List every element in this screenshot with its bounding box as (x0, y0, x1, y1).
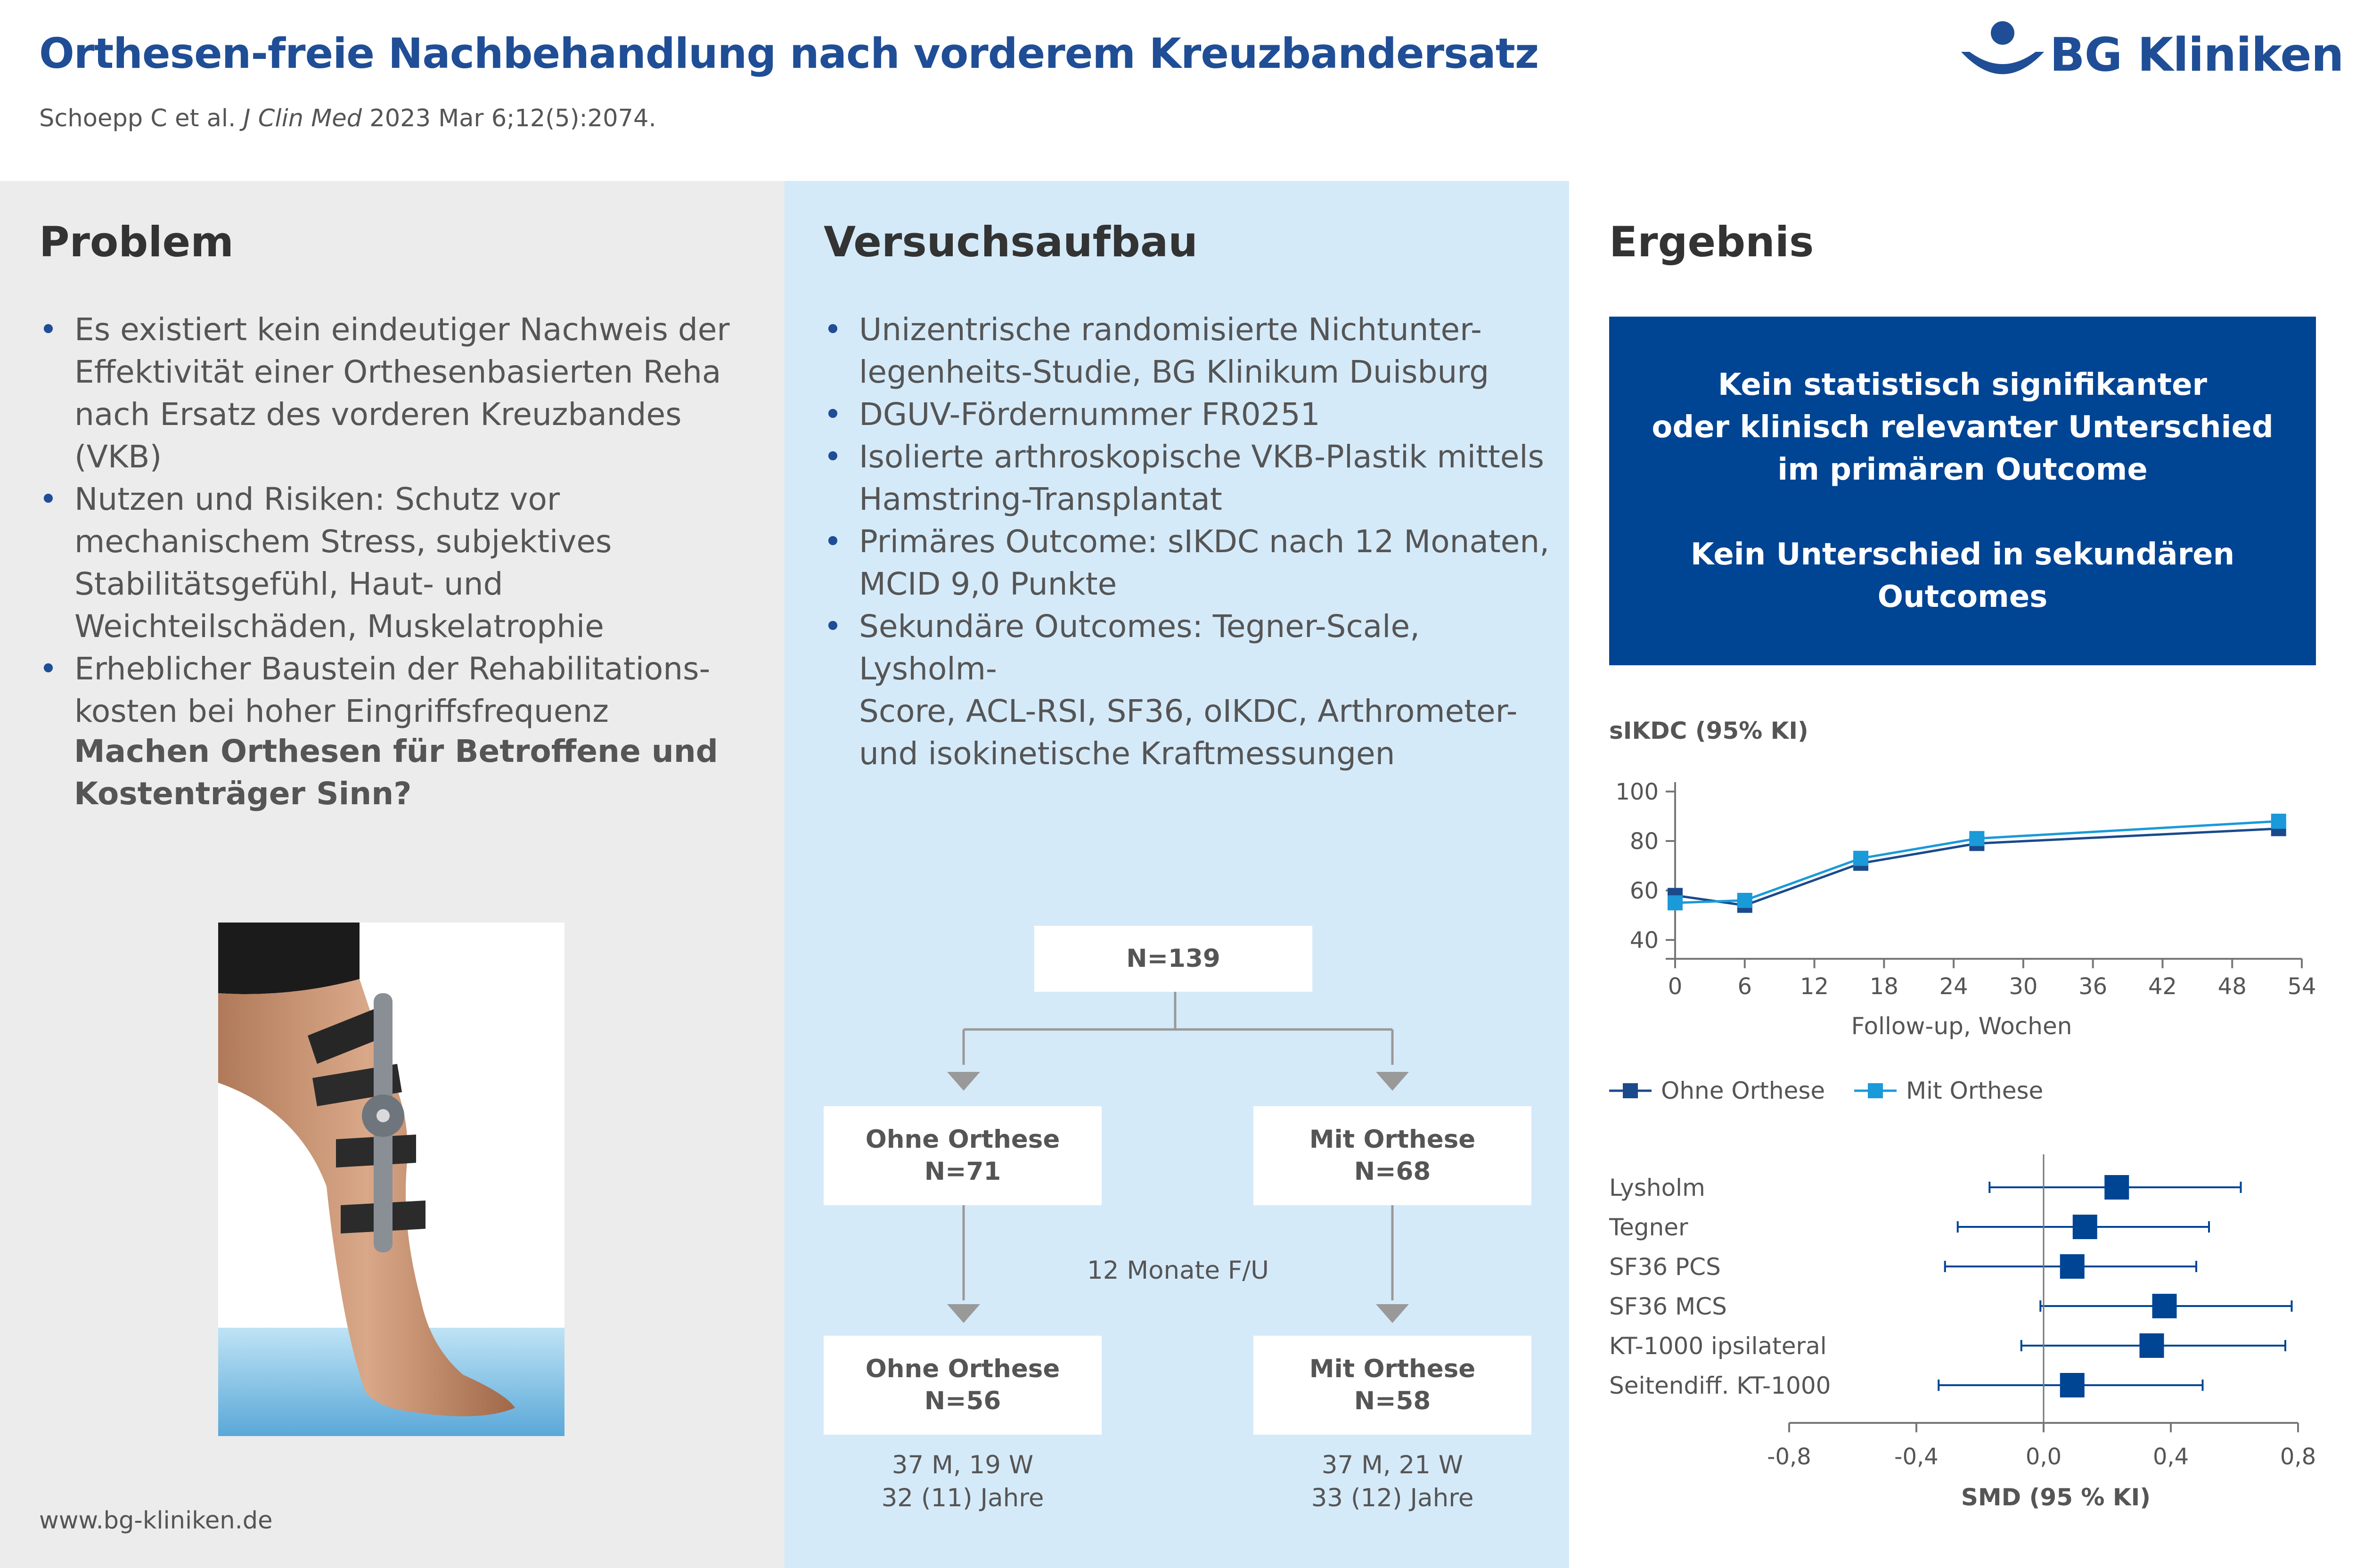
problem-bullet-list (39, 309, 774, 733)
flow-total-box: N=139 (1034, 926, 1312, 992)
forest-plot-xlabel: SMD (95 % KI) (1961, 1484, 2151, 1511)
flow-right-randomized-box: Mit Orthese N=68 (1253, 1106, 1531, 1205)
x-tick-label: -0,8 (1767, 1444, 1811, 1470)
problem-heading: Problem (39, 218, 234, 266)
setup-bullet: • Primäres Outcome: sIKDC nach 12 Monaten, MCID 9,0 Punkte (824, 521, 1559, 605)
setup-heading: Versuchsaufbau (824, 218, 1198, 266)
logo-arc-icon (1961, 52, 2044, 74)
setup-bullet: • Sekundäre Outcomes: Tegner-Scale, Lysholm- Score, ACL-RSI, SF36, oIKDC, Arthrometer- und isokinetische Kraftmessungen (824, 605, 1559, 775)
series-point (1668, 895, 1683, 910)
forest-plot-axis (1767, 1154, 2316, 1470)
setup-bullet: • DGUV-Fördernummer FR0251 (824, 393, 1559, 436)
website-link[interactable]: www.bg-kliniken.de (39, 1507, 273, 1535)
point-estimate (2152, 1294, 2177, 1318)
result-primary-text: Kein statistisch signifikanter oder klinisch relevanter Unterschied im primären Outcome (1652, 368, 2274, 487)
result-secondary-text: Kein Unterschied in sekundären Outcomes (1690, 537, 2235, 614)
point-estimate (2140, 1333, 2164, 1358)
forest-row-label: Tegner (1609, 1214, 1688, 1241)
legend-label: Mit Orthese (1906, 1077, 2044, 1104)
citation (39, 105, 656, 132)
citation-details: 2023 Mar 6;12(5):2074. (369, 105, 656, 132)
forest-row-label: Seitendiff. KT-1000 (1609, 1372, 1831, 1399)
flow-left-demographics: 37 M, 19 W 32 (11) Jahre (881, 1451, 1044, 1512)
black-shorts (218, 923, 360, 994)
logo-dot-icon (1991, 21, 2014, 45)
line-chart-series (1668, 814, 2286, 913)
arrow-down-icon (1376, 1304, 1409, 1323)
x-tick-label: 12 (1800, 973, 1829, 1000)
problem-bullet: • Erheblicher Baustein der Rehabilitations- kosten bei hoher Eingriffsfrequenz (39, 648, 774, 733)
forest-row-label: SF36 PCS (1609, 1253, 1721, 1281)
line-chart-xlabel: Follow-up, Wochen (1851, 1013, 2072, 1040)
result-heading: Ergebnis (1609, 218, 1814, 266)
flow-left-followup-box: Ohne Orthese N=56 (824, 1336, 1102, 1435)
x-tick-label: 42 (2148, 973, 2177, 1000)
sikdc-line-chart (1593, 707, 2356, 1131)
knee-brace-photo (218, 923, 564, 1436)
line-chart-axes (1615, 779, 2316, 1000)
arrow-down-icon (1376, 1072, 1409, 1091)
series-point (1969, 831, 1984, 846)
arrow-down-icon (947, 1304, 980, 1323)
line-chart-legend (1609, 1077, 2043, 1104)
point-estimate (2073, 1215, 2097, 1239)
x-tick-label: 54 (2287, 973, 2316, 1000)
result-summary-box (1609, 317, 2316, 665)
smd-forest-plot (1593, 1150, 2356, 1527)
knee-brace-illustration (218, 923, 564, 1436)
flow-left-randomized-box: Ohne Orthese N=71 (824, 1106, 1102, 1205)
legend-marker (1868, 1083, 1883, 1098)
x-tick-label: 18 (1869, 973, 1898, 1000)
x-tick-label: 0,8 (2280, 1444, 2316, 1470)
y-tick-label: 60 (1629, 878, 1659, 904)
x-tick-label: 36 (2078, 973, 2108, 1000)
flow-right-demographics: 37 M, 21 W 33 (12) Jahre (1311, 1451, 1474, 1512)
forest-row-label: KT-1000 ipsilateral (1609, 1332, 1827, 1360)
forest-row-label: Lysholm (1609, 1174, 1705, 1201)
point-estimate (2060, 1373, 2085, 1397)
y-tick-label: 40 (1629, 927, 1659, 954)
series-point (1853, 851, 1868, 866)
series-point (1737, 893, 1752, 908)
x-tick-label: 0 (1668, 973, 1683, 1000)
line-chart-title: sIKDC (95% KI) (1609, 717, 1808, 744)
x-tick-label: 24 (1939, 973, 1968, 1000)
research-question: Machen Orthesen für Betroffene und Kostenträger Sinn? (74, 733, 718, 812)
x-tick-label: 0,0 (2025, 1444, 2062, 1470)
citation-journal: J Clin Med (243, 105, 362, 132)
problem-bullet: • Nutzen und Risiken: Schutz vor mechanischem Stress, subjektives Stabilitätsgefühl, Haut- und Weichteilschäden, Muskelatrophie (39, 478, 774, 648)
legend-label: Ohne Orthese (1661, 1077, 1825, 1104)
flow-right-followup-box: Mit Orthese N=58 (1253, 1336, 1531, 1435)
forest-plot-rows (1609, 1174, 2292, 1399)
setup-bullet-list (824, 309, 1559, 775)
flow-followup-label: 12 Monate F/U (1087, 1256, 1269, 1285)
setup-bullet: • Isolierte arthroskopische VKB-Plastik mittels Hamstring-Transplantat (824, 436, 1559, 521)
problem-bullet: • Es existiert kein eindeutiger Nachweis der Effektivität einer Orthesenbasierten Reha nach Ersatz des vorderen Kreuzbandes (VKB) (39, 309, 774, 478)
point-estimate (2104, 1175, 2129, 1200)
point-estimate (2060, 1254, 2085, 1279)
x-tick-label: 0,4 (2152, 1444, 2189, 1470)
arrow-down-icon (947, 1072, 980, 1091)
x-tick-label: 48 (2217, 973, 2247, 1000)
logo-text: BG Kliniken (2050, 28, 2344, 82)
x-tick-label: 30 (2009, 973, 2038, 1000)
series-point (2271, 814, 2286, 829)
x-tick-label: 6 (1737, 973, 1752, 1000)
setup-bullet: • Unizentrische randomisierte Nichtunter- legenheits-Studie, BG Klinikum Duisburg (824, 309, 1559, 393)
forest-row-label: SF36 MCS (1609, 1293, 1727, 1320)
x-tick-label: -0,4 (1894, 1444, 1939, 1470)
y-tick-label: 100 (1615, 779, 1659, 805)
y-tick-label: 80 (1629, 828, 1659, 855)
citation-authors: Schoepp C et al. (39, 105, 236, 132)
page-title: Orthesen-freie Nachbehandlung nach vorderem Kreuzbandersatz (39, 29, 1539, 78)
legend-marker (1623, 1083, 1638, 1098)
